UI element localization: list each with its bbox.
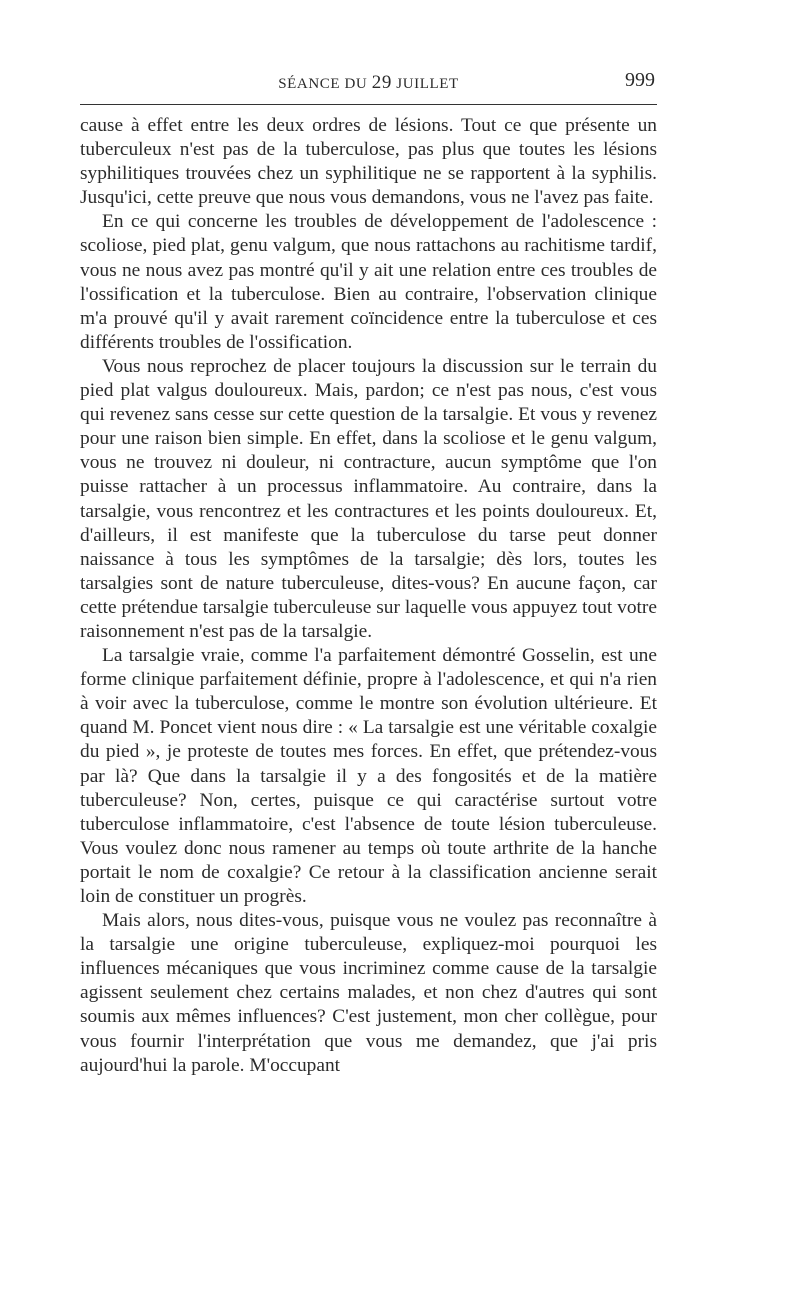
running-head-date: 29 (371, 72, 392, 93)
paragraph-2: En ce qui concerne les troubles de développement de l'adolescence : scoliose, pied plat, genu valgum, que nous rattachons au rachitisme tardif, vous ne nous avez pas montré qu'il y ait une relation entre ces troubles de l'ossification et la tuberculose. Bien au contraire, l'observation clinique m'a prouvé qu'il y avait rarement coïncidence entre la tuberculose et ces différents troubles de l'ossification. (80, 211, 657, 353)
paragraph-3: Vous nous reprochez de placer toujours la discussion sur le terrain du pied plat valgus douloureux. Mais, pardon; ce n'est pas nous, c'est vous qui revenez sans cesse sur cette question de la tarsalgie. Et vous y revenez pour une raison bien simple. En effet, dans la scoliose et le genu valgum, vous ne trouvez ni douleur, ni contracture, aucun symptôme que l'on puisse rattacher à un processus inflammatoire. Au contraire, dans la tarsalgie, vous rencontrez et les contractures et les points douloureux. Et, d'ailleurs, il est manifeste que la tuberculose du tarse peut donner naissance à tous les symptômes de la tarsalgie; dès lors, toutes les tarsalgies sont de nature tuberculeuse, dites-vous? En aucune façon, car cette prétendue tarsalgie tuberculeuse sur laquelle vous appuyez tout votre raisonnement n'est pas de la tarsalgie. (80, 355, 657, 642)
header-rule (80, 104, 657, 105)
paragraph-1: cause à effet entre les deux ordres de lésions. Tout ce que présente un tuberculeux n'est pas de la tuberculose, pas plus que toutes les lésions syphilitiques trouvées chez un syphilitique ne se rapportent à la syphilis. Jusqu'ici, cette preuve que nous vous demandons, vous ne l'avez pas faite. (80, 115, 657, 209)
running-head (80, 72, 657, 94)
paragraph-5: Mais alors, nous dites-vous, puisque vous ne voulez pas reconnaître à la tarsalgie une origine tuberculeuse, expliquez-moi pourquoi les influences mécaniques que vous incriminez comme cause de la tarsalgie agissent seulement chez certains malades, et non chez d'autres qui sont soumis aux mêmes influences? C'est justement, mon cher collègue, pour vous fournir l'interprétation que vous me demandez, que j'ai pris aujourd'hui la parole. M'occupant (80, 910, 657, 1076)
paragraph-4: La tarsalgie vraie, comme l'a parfaitement démontré Gosselin, est une forme clinique parfaitement définie, propre à l'adolescence, et qui n'a rien à voir avec la tuberculose, comme le montre son évolution ultérieure. Et quand M. Poncet vient nous dire : « La tarsalgie est une véritable coxalgie du pied », je proteste de toutes mes forces. En effet, que prétendez-vous par là? Que dans la tarsalgie il y a des fongosités et de la matière tuberculeuse? Non, certes, puisque ce qui caractérise surtout votre tuberculose inflammatoire, c'est l'absence de toute lésion tuberculeuse. Vous voulez donc nous ramener au temps où toute arthrite de la hanche portait le nom de coxalgie? Ce retour à la classification ancienne serait loin de constituer un progrès. (80, 645, 657, 907)
page-header (80, 66, 657, 96)
running-head-post: JUILLET (391, 76, 459, 92)
page-number: 999 (625, 69, 655, 91)
running-head-pre: SÉANCE DU (278, 76, 372, 92)
body-text (80, 114, 657, 1078)
